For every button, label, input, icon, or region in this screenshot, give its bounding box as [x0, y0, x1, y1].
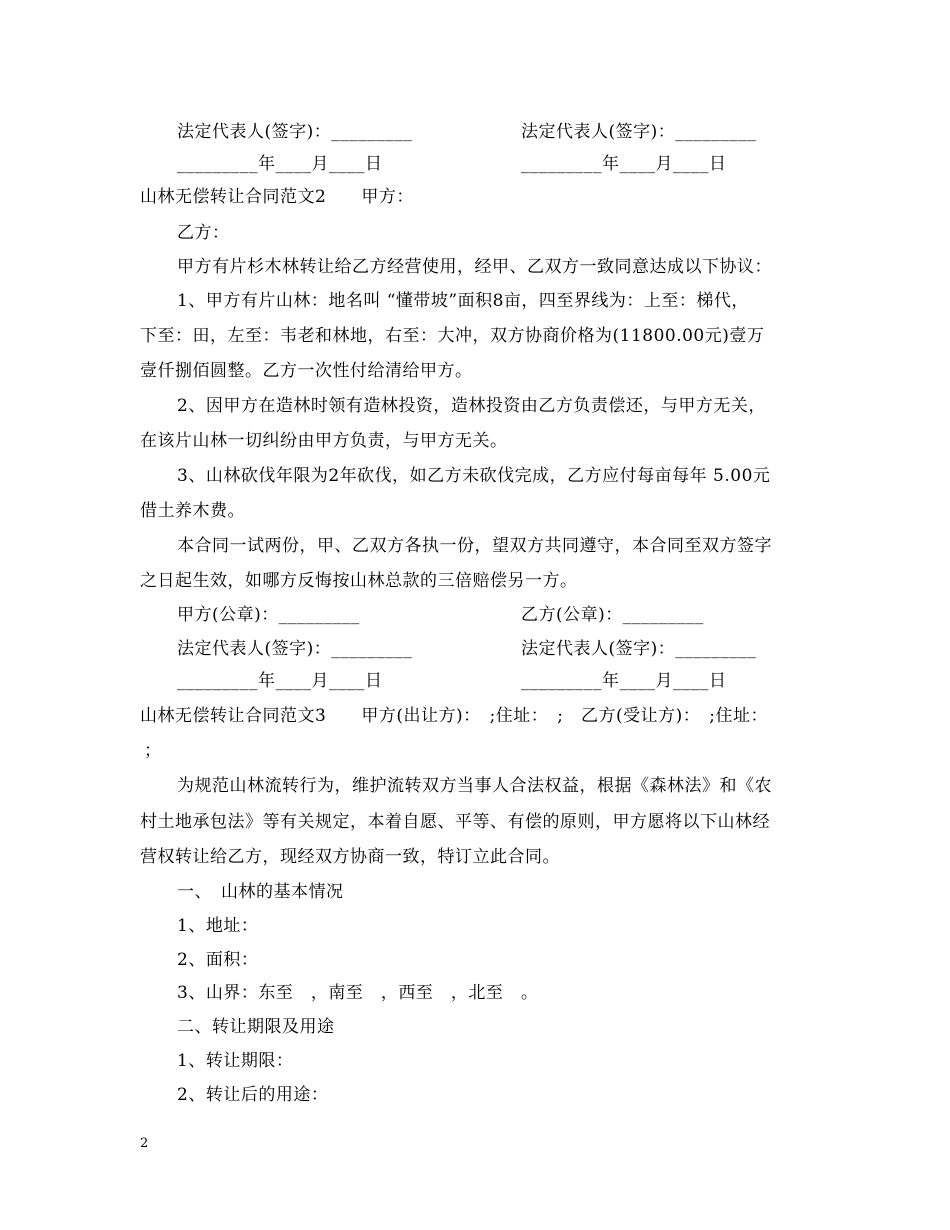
paragraph-line: 为规范山林流转行为，维护流转双方当事人合法权益，根据《森林法》和《农: [177, 776, 772, 796]
section-heading-2: 山林无偿转让合同范文2 甲方：: [140, 187, 414, 207]
paragraph-line: 壹仟捌佰圆整。乙方一次性付给清给甲方。: [140, 361, 473, 381]
list-item: 2、面积：: [177, 950, 259, 970]
seal-line-right: 乙方(公章)：_________: [521, 605, 704, 625]
page-number: 2: [140, 1136, 149, 1151]
section-heading-3-continued: ；: [144, 741, 162, 761]
list-item: 3、山界：东至 ，南至 ，西至 ，北至 。: [177, 983, 539, 1003]
list-item: 2、转让后的用途：: [177, 1085, 329, 1105]
seal-line-left: 甲方(公章)：_________: [177, 605, 360, 625]
signature-line-left: 法定代表人(签字)：_________: [177, 122, 413, 142]
party-b-label: 乙方：: [177, 223, 230, 243]
date-line-right: _________年____月____日: [521, 154, 727, 174]
paragraph-line: 3、山林砍伐年限为2年砍伐，如乙方未砍伐完成，乙方应付每亩每年 5.00元: [177, 466, 771, 486]
section-heading-3: 山林无偿转让合同范文3 甲方(出让方)： ;住址： ; 乙方(受让方)： ;住址：: [140, 706, 769, 726]
paragraph-line: 营权转让给乙方，现经双方协商一致，特订立此合同。: [140, 847, 560, 867]
paragraph-line: 本合同一试两份，甲、乙双方各执一份，望双方共同遵守，本合同至双方签字: [177, 536, 772, 556]
list-item: 1、转让期限：: [177, 1051, 294, 1071]
paragraph-line: 2、因甲方在造林时领有造林投资，造林投资由乙方负责偿还，与甲方无关，: [177, 396, 766, 416]
date-line-left: _________年____月____日: [177, 671, 383, 691]
paragraph-line: 村土地承包法》等有关规定，本着自愿、平等、有偿的原则，甲方愿将以下山林经: [140, 812, 770, 832]
signature-line-right: 法定代表人(签字)：_________: [521, 122, 757, 142]
date-line-right: _________年____月____日: [521, 671, 727, 691]
paragraph-line: 下至：田，左至：韦老和林地，右至：大冲，双方协商价格为(11800.00元)壹万: [140, 326, 765, 346]
signature-line-left: 法定代表人(签字)：_________: [177, 639, 413, 659]
section-title: 二、转让期限及用途: [177, 1017, 335, 1037]
paragraph-line: 甲方有片杉木林转让给乙方经营使用，经甲、乙双方一致同意达成以下协议：: [177, 257, 772, 277]
date-line-left: _________年____月____日: [177, 154, 383, 174]
list-item: 1、地址：: [177, 916, 259, 936]
paragraph-line: 1、甲方有片山林：地名叫 “懂带坡”面积8亩，四至界线为：上至：梯代，: [177, 291, 749, 311]
paragraph-line: 之日起生效，如哪方反悔按山林总款的三倍赔偿另一方。: [140, 571, 578, 591]
paragraph-line: 在该片山林一切纠纷由甲方负责，与甲方无关。: [140, 431, 508, 451]
paragraph-line: 借土养木费。: [140, 501, 245, 521]
section-title: 一、 山林的基本情况: [177, 882, 344, 902]
signature-line-right: 法定代表人(签字)：_________: [521, 639, 757, 659]
